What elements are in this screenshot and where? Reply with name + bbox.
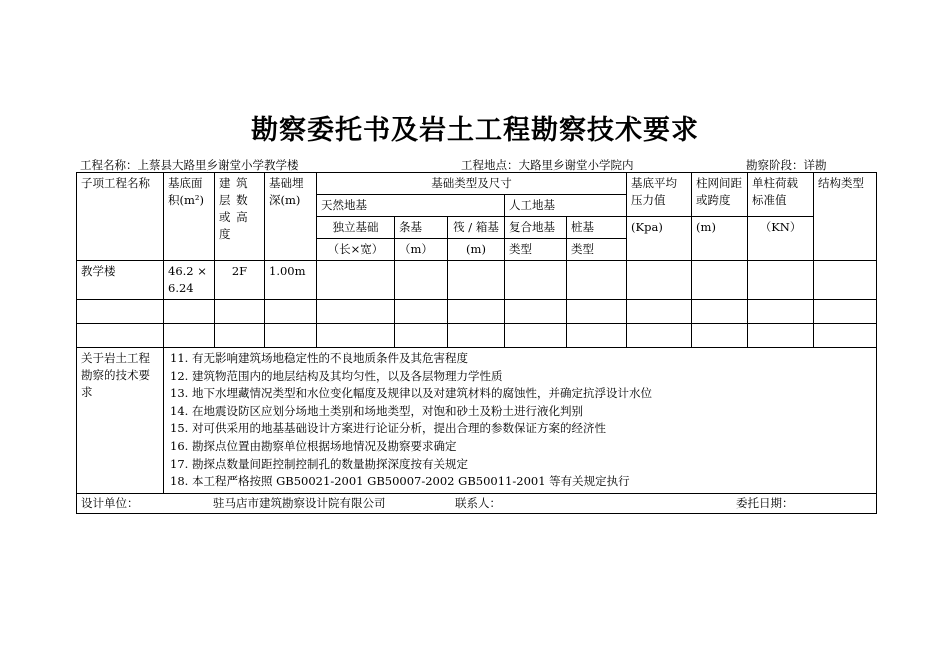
header-strip-sub: （m） (395, 239, 448, 261)
header-pile: 桩基 (567, 217, 627, 239)
project-name: 工程名称：上蔡县大路里乡谢堂小学教学楼 (80, 158, 299, 172)
table-row (77, 300, 877, 324)
table-row (77, 324, 877, 348)
header-burial-depth: 基础埋深(m) (265, 173, 317, 261)
header-pressure: 基底平均压力值 (627, 173, 692, 217)
requirement-item: 17. 勘探点数量间距控制控制孔的数量勘探深度按有关规定 (170, 456, 468, 471)
header-base-area: 基底面积(m²) (164, 173, 215, 261)
requirement-item: 18. 本工程严格按照 GB50021-2001 GB50007-2002 GB50011-2001 等有关规定执行 (170, 474, 630, 489)
header-strip: 条基 (395, 217, 448, 239)
row-depth: 1.00m (265, 261, 317, 300)
row-area: 46.2 × 6.24 (164, 261, 215, 300)
requirement-item: 15. 对可供采用的地基基础设计方案进行论证分析，提出合理的参数保证方案的经济性 (170, 421, 606, 436)
header-column-load: 单柱荷载标准值 (748, 173, 814, 217)
header-sub-project: 子项工程名称 (77, 173, 164, 261)
project-location: 工程地点：大路里乡谢堂小学院内 (461, 158, 634, 172)
header-isolated-sub: （长×宽） (317, 239, 395, 261)
requirements-label: 关于岩土工程勘察的技术要求 (77, 348, 164, 494)
header-foundation-type: 基础类型及尺寸 (317, 173, 627, 195)
header-composite: 复合地基 (505, 217, 567, 239)
date-label: 委托日期： (736, 495, 794, 510)
table-row (77, 261, 877, 300)
row-name: 教学楼 (77, 261, 164, 300)
requirement-item: 16. 勘探点位置由勘察单位根据场地情况及勘察要求确定 (170, 438, 457, 453)
header-pressure-unit: (Kpa) (627, 217, 692, 261)
footer-row (81, 495, 872, 512)
header-artificial-foundation: 人工地基 (505, 195, 627, 217)
design-unit-label: 设计单位： (81, 495, 139, 510)
header-isolated: 独立基础 (317, 217, 395, 239)
header-natural-foundation: 天然地基 (317, 195, 505, 217)
requirement-item: 11. 有无影响建筑场地稳定性的不良地质条件及其危害程度 (170, 351, 468, 365)
document-title: 勘察委托书及岩土工程勘察技术要求 (251, 115, 699, 146)
header-column-load-unit: （KN） (748, 217, 814, 261)
requirement-item: 12. 建筑物范围内的地层结构及其均匀性，以及各层物理力学性质 (170, 368, 503, 383)
requirement-item: 14. 在地震设防区应划分场地土类别和场地类型，对饱和砂土及粉土进行液化判别 (170, 403, 583, 418)
survey-stage: 勘察阶段：详勘 (746, 158, 827, 172)
header-raft-sub: (m) (448, 239, 505, 261)
contact-label: 联系人： (455, 495, 501, 510)
header-pile-sub: 类型 (567, 239, 627, 261)
header-floors-height: 建 筑 层 数 或 高 度 (215, 173, 265, 261)
requirements-list (164, 348, 877, 494)
header-column-grid-unit: (m) (692, 217, 748, 261)
header-composite-sub: 类型 (505, 239, 567, 261)
design-unit: 驻马店市建筑勘察设计院有限公司 (213, 495, 386, 510)
survey-table (76, 172, 877, 514)
row-floors: 2F (215, 261, 265, 300)
header-structure-type: 结构类型 (814, 173, 877, 261)
header-raft: 筏 / 箱基 (448, 217, 505, 239)
requirement-item: 13. 地下水埋藏情况类型和水位变化幅度及规律以及对建筑材料的腐蚀性，并确定抗浮设计水位 (170, 386, 652, 401)
header-column-grid: 柱网间距或跨度 (692, 173, 748, 217)
